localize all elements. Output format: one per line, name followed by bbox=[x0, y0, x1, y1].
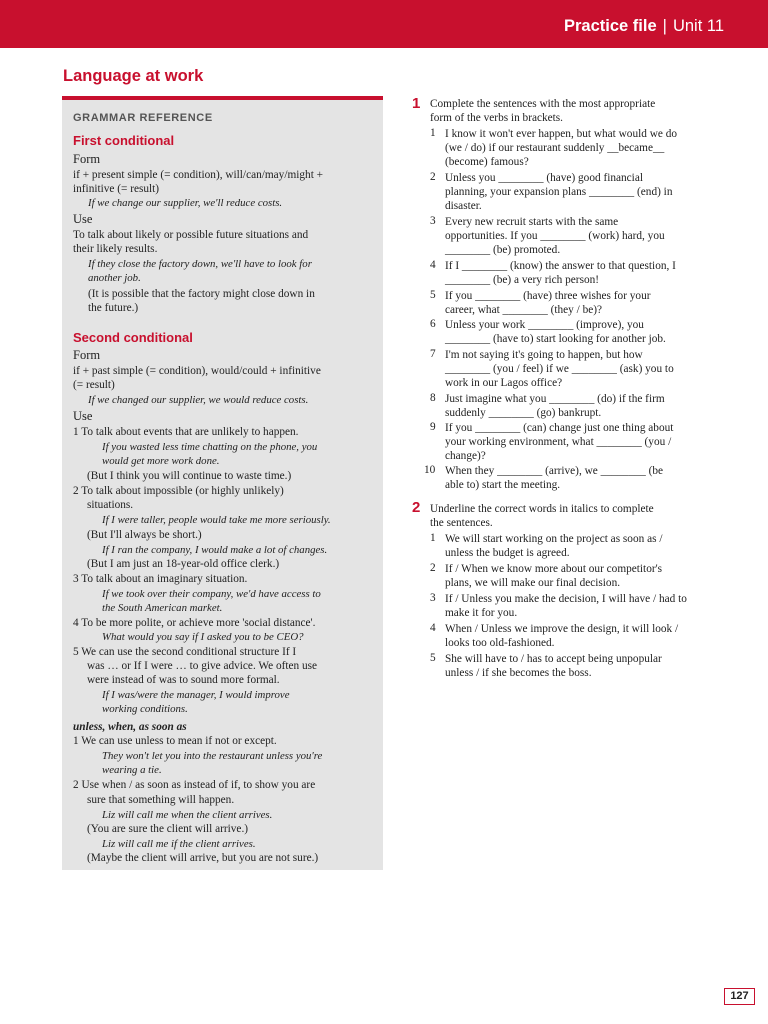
grammar-line: were instead of was to sound more formal. bbox=[87, 674, 280, 686]
grammar-example: If we change our supplier, we'll reduce costs. bbox=[88, 197, 283, 209]
exercise-2-line: looks too old-fashioned. bbox=[445, 637, 555, 649]
grammar-line: (= result) bbox=[73, 379, 115, 391]
grammar-example: If I were taller, people would take me more seriously. bbox=[102, 514, 331, 526]
grammar-example: would get more work done. bbox=[102, 455, 220, 467]
exercise-1-line: If you ________ (can) change just one thing about bbox=[445, 422, 674, 434]
item-number: 10 bbox=[424, 464, 436, 476]
grammar-line: (You are sure the client will arrive.) bbox=[87, 823, 249, 835]
item-number: 4 bbox=[430, 622, 436, 634]
grammar-example: They won't let you into the restaurant unless you're bbox=[102, 750, 323, 762]
exercise-2-line: If / Unless you make the decision, I will have / had to bbox=[445, 593, 687, 605]
grammar-line: Use bbox=[73, 212, 93, 226]
grammar-line: 1 To talk about events that are unlikely to happen. bbox=[73, 426, 299, 438]
exercise-2-line: When / Unless we improve the design, it will look / bbox=[445, 623, 679, 635]
exercise-1-line: I know it won't ever happen, but what would we do bbox=[445, 128, 678, 140]
grammar-example: If you wasted less time chatting on the phone, you bbox=[102, 441, 318, 453]
item-number: 2 bbox=[430, 562, 436, 574]
exercise-1-line: (we / do) if our restaurant suddenly __became__ bbox=[445, 142, 665, 154]
header-practice-file: Practice file bbox=[564, 17, 657, 35]
item-number: 7 bbox=[430, 348, 436, 360]
grammar-line: 3 To talk about an imaginary situation. bbox=[73, 573, 248, 585]
grammar-line: infinitive (= result) bbox=[73, 183, 160, 195]
page-title: Language at work bbox=[63, 67, 204, 85]
grammar-example: If we took over their company, we'd have access to bbox=[102, 588, 321, 600]
exercise-2-line: If / When we know more about our competitor's bbox=[445, 563, 663, 575]
grammar-line: 5 We can use the second conditional structure If I bbox=[73, 646, 297, 658]
grammar-reference-box bbox=[62, 96, 383, 870]
exercise-1-line: (become) famous? bbox=[445, 156, 529, 168]
exercise-1-line: I'm not saying it's going to happen, but how bbox=[445, 349, 643, 361]
exercise-1-line: Unless your work ________ (improve), you bbox=[445, 319, 644, 331]
grammar-line: the future.) bbox=[88, 302, 139, 314]
exercise-1-line: ________ (have to) start looking for another job. bbox=[445, 333, 666, 345]
header-separator: | bbox=[662, 17, 667, 35]
item-number: 1 bbox=[430, 127, 436, 139]
exercise-1-line: ________ (be) promoted. bbox=[445, 244, 561, 256]
first-conditional-title: First conditional bbox=[73, 133, 175, 148]
grammar-line: (But I am just an 18-year-old office clerk.) bbox=[87, 558, 280, 570]
exercise-1-line: career, what ________ (they / be)? bbox=[445, 304, 603, 316]
grammar-example: Liz will call me if the client arrives. bbox=[102, 838, 256, 850]
exercise-1-line: change)? bbox=[445, 450, 486, 462]
grammar-example: Liz will call me when the client arrives. bbox=[102, 809, 273, 821]
item-number: 1 bbox=[430, 532, 436, 544]
grammar-example: wearing a tie. bbox=[102, 764, 162, 776]
grammar-line: if + present simple (= condition), will/can/may/might + bbox=[73, 169, 324, 181]
exercise-1-line: ________ (you / feel) if we ________ (ask) you to bbox=[445, 363, 674, 375]
grammar-line: their likely results. bbox=[73, 243, 158, 255]
header-bar bbox=[0, 0, 768, 48]
exercise-1-line: Every new recruit starts with the same bbox=[445, 216, 619, 228]
exercise-2-line: plans, we will make our final decision. bbox=[445, 577, 621, 589]
grammar-line: (It is possible that the factory might close down in bbox=[88, 288, 315, 300]
item-number: 5 bbox=[430, 289, 436, 301]
exercise-1-instruction: Complete the sentences with the most appropriate bbox=[430, 98, 656, 110]
item-number: 2 bbox=[430, 171, 436, 183]
item-number: 3 bbox=[430, 592, 436, 604]
exercise-1-line: planning, your expansion plans ________ (end) in bbox=[445, 186, 673, 198]
exercise-1-line: Unless you ________ (have) good financial bbox=[445, 172, 643, 184]
exercise-1-line: disaster. bbox=[445, 200, 482, 212]
grammar-line: To talk about likely or possible future situations and bbox=[73, 229, 309, 241]
exercise-2-line: unless the budget is agreed. bbox=[445, 547, 570, 559]
grammar-line: 4 To be more polite, or achieve more 'social distance'. bbox=[73, 617, 316, 629]
grammar-example: What would you say if I asked you to be CEO? bbox=[102, 631, 304, 643]
exercise-2-line: unless / if she becomes the boss. bbox=[445, 667, 592, 679]
grammar-example: working conditions. bbox=[102, 703, 188, 715]
grammar-line: (But I think you will continue to waste time.) bbox=[87, 470, 292, 482]
exercise-2-line: She will have to / has to accept being unpopular bbox=[445, 653, 662, 665]
item-number: 6 bbox=[430, 318, 436, 330]
grammar-line: Form bbox=[73, 348, 101, 362]
grammar-line: sure that something will happen. bbox=[87, 794, 235, 806]
exercise-1-line: suddenly ________ (go) bankrupt. bbox=[445, 407, 602, 419]
exercise-1-line: Just imagine what you ________ (do) if the firm bbox=[445, 393, 665, 405]
exercise-1-line: ________ (be) a very rich person! bbox=[445, 274, 600, 286]
grammar-example: the South American market. bbox=[102, 602, 223, 614]
grammar-example: another job. bbox=[88, 272, 141, 284]
exercise-1-line: If you ________ (have) three wishes for your bbox=[445, 290, 651, 302]
page-number: 127 bbox=[724, 988, 755, 1005]
exercise-1-line: able to) start the meeting. bbox=[445, 479, 561, 491]
grammar-line: 2 Use when / as soon as instead of if, to show you are bbox=[73, 779, 316, 791]
unless-when-heading: unless, when, as soon as bbox=[73, 721, 187, 733]
grammar-line: if + past simple (= condition), would/could + infinitive bbox=[73, 365, 321, 377]
grammar-example: If I was/were the manager, I would improve bbox=[102, 689, 290, 701]
grammar-example: If we changed our supplier, we would reduce costs. bbox=[88, 394, 309, 406]
exercise-2-number: 2 bbox=[412, 499, 421, 516]
grammar-example: If they close the factory down, we'll have to look for bbox=[88, 258, 312, 270]
item-number: 8 bbox=[430, 392, 436, 404]
grammar-line: situations. bbox=[87, 499, 134, 511]
second-conditional-title: Second conditional bbox=[73, 330, 193, 345]
exercise-1-line: work in our Lagos office? bbox=[445, 377, 563, 389]
grammar-line: (But I'll always be short.) bbox=[87, 529, 202, 541]
exercise-2-instruction: the sentences. bbox=[430, 517, 493, 529]
grammar-line: (Maybe the client will arrive, but you are not sure.) bbox=[87, 852, 319, 864]
exercise-1-line: opportunities. If you ________ (work) hard, you bbox=[445, 230, 665, 242]
header-title bbox=[564, 17, 724, 36]
exercise-2-instruction: Underline the correct words in italics to complete bbox=[430, 503, 654, 515]
exercise-1-line: If I ________ (know) the answer to that question, I bbox=[445, 260, 676, 272]
grammar-line: 2 To talk about impossible (or highly unlikely) bbox=[73, 485, 284, 497]
item-number: 3 bbox=[430, 215, 436, 227]
exercise-1-number: 1 bbox=[412, 95, 421, 112]
item-number: 9 bbox=[430, 421, 436, 433]
grammar-line: was … or If I were … to give advice. We often use bbox=[87, 660, 318, 672]
grammar-line: 1 We can use unless to mean if not or except. bbox=[73, 735, 277, 747]
exercise-2-line: make it for you. bbox=[445, 607, 518, 619]
grammar-line: Use bbox=[73, 409, 93, 423]
grammar-reference-heading: GRAMMAR REFERENCE bbox=[73, 112, 213, 124]
exercise-1-instruction: form of the verbs in brackets. bbox=[430, 112, 564, 124]
exercise-1-line: When they ________ (arrive), we ________ (be bbox=[445, 465, 664, 477]
grammar-example: If I ran the company, I would make a lot of changes. bbox=[102, 544, 328, 556]
item-number: 4 bbox=[430, 259, 436, 271]
item-number: 5 bbox=[430, 652, 436, 664]
header-unit: Unit 11 bbox=[672, 17, 724, 35]
exercise-2-line: We will start working on the project as soon as / bbox=[445, 533, 663, 545]
grammar-line: Form bbox=[73, 152, 101, 166]
exercise-1-line: your working environment, what ________ (you / bbox=[445, 436, 672, 448]
